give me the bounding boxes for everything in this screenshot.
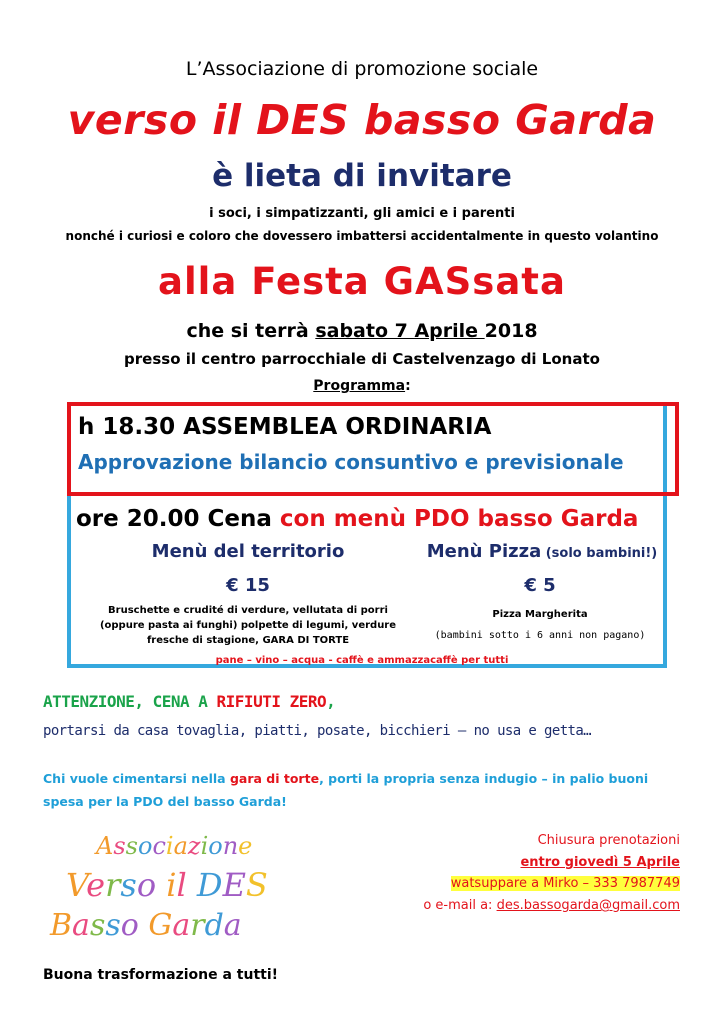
cake-part-2: gara di torte [229,771,320,786]
menu-territory-description [88,603,408,648]
booking-line-1: Chiusura prenotazioni [537,833,680,848]
program-label [0,378,724,394]
date-line [0,320,724,342]
menu-territory-desc-line-2: (oppure pasta ai funghi) polpette di legumi, verdure [99,620,397,631]
menu-territory-price: € 15 [226,575,270,596]
menu-pizza-price: € 5 [524,575,556,596]
invite-heading: è lieta di invitare [212,158,512,194]
event-name: alla Festa GASsata [158,260,566,303]
dinner-heading [76,506,638,532]
booking-whatsapp-text: watsuppare a Mirko – 333 7987749 [450,876,680,891]
menu-pizza-description: Pizza Margherita [492,609,588,620]
cake-contest-line-1 [43,771,648,786]
dinner-menu-label: con menù PDO basso Garda [279,506,639,532]
menu-territory-desc-line-3: fresche di stagione, GARA DI TORTE [146,635,350,646]
closing-message: Buona trasformazione a tutti! [43,967,279,983]
assembly-title: h 18.30 ASSEMBLEA ORDINARIA [78,414,492,440]
guests-line-2: nonché i curiosi e coloro che dovessero imbattersi accidentalmente in questo volantino [65,229,659,243]
date-day: sabato 7 Aprile [315,320,485,342]
assembly-description: Approvazione bilancio consuntivo e previsionale [78,450,624,474]
cake-contest-line-2: spesa per la PDO del basso Garda! [43,794,287,809]
menu-territory-title: Menù del territorio [151,541,345,562]
logo-line-3: Basso Garda [50,908,242,943]
menu-pizza-title [410,541,674,562]
warning-part-3: , [326,692,336,711]
cake-part-3: , porti la propria senza indugio – in palio buoni [319,771,649,786]
booking-email-prefix: o e-mail a: [423,898,497,913]
organization-name: verso il DES basso Garda [67,96,657,144]
dinner-extras: pane – vino – acqua - caffè e ammazzacaffè per tutti [215,655,509,666]
booking-email-link[interactable]: des.bassogarda@gmail.com [496,898,680,913]
menu-territory-desc-line-1: Bruschette e crudité di verdure, vellutata di porri [108,605,388,616]
date-prefix: che si terrà [186,320,316,342]
booking-deadline: entro giovedì 5 Aprile [520,855,680,870]
warning-part-1: ATTENZIONE, CENA A [43,692,217,711]
cake-part-1: Chi vuole cimentarsi nella [43,771,230,786]
dinner-time: ore 20.00 Cena [76,506,280,532]
intro-text: L’Associazione di promozione sociale [185,58,539,80]
program-label-colon: : [405,378,411,394]
logo-line-1: Associazione [96,832,253,860]
warning-part-2: RIFIUTI ZERO [216,692,327,711]
menu-pizza-note: (bambini sotto i 6 anni non pagano) [434,630,646,641]
menu-pizza-title-text: Menù Pizza [426,541,542,562]
logo-line-2: Verso il DES [66,866,268,904]
bring-items-text: portarsi da casa tovaglia, piatti, posate, bicchieri – no usa e getta… [43,723,592,739]
guests-line-1: i soci, i simpatizzanti, gli amici e i parenti [209,206,515,221]
date-year: 2018 [484,320,538,342]
zero-waste-warning [43,692,335,711]
program-label-text: Programma [313,378,406,394]
menu-pizza-subtitle: (solo bambini!) [541,546,658,561]
booking-email-line [360,898,680,913]
booking-whatsapp [360,876,680,891]
event-place: presso il centro parrocchiale di Castelvenzago di Lonato [124,350,600,368]
